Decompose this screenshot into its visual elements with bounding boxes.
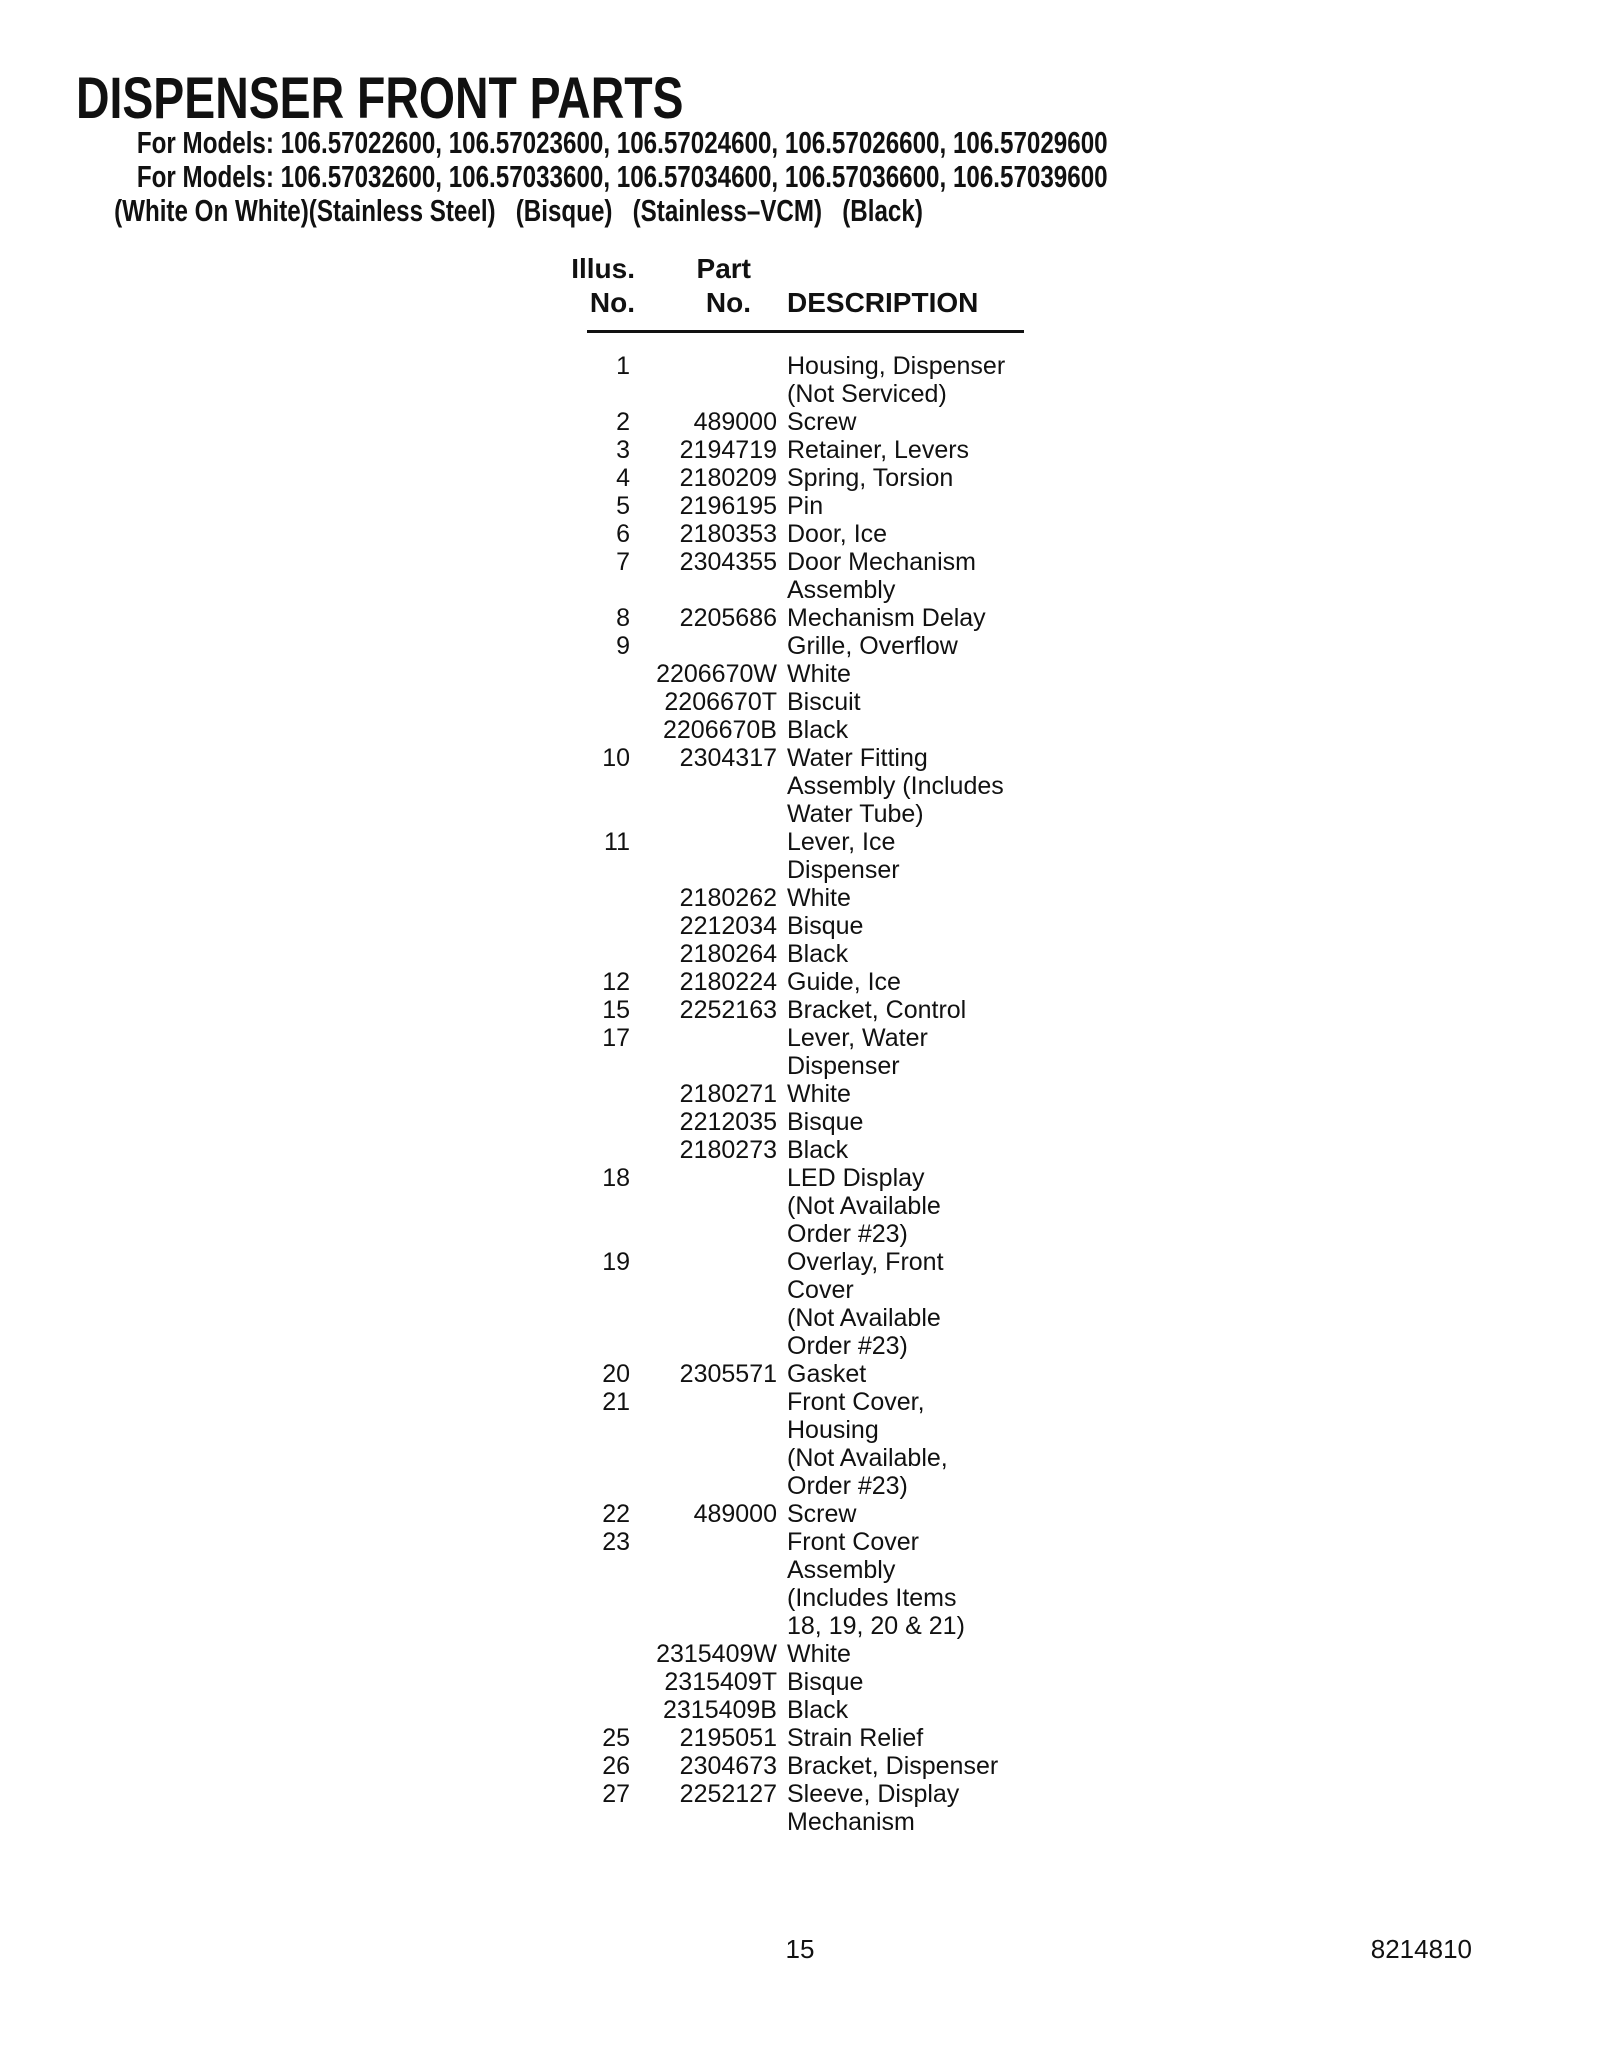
column-gap	[777, 1808, 787, 1836]
column-gap	[777, 1416, 787, 1444]
table-row	[540, 1108, 1180, 1136]
table-row	[540, 1080, 1180, 1108]
part-no-cell	[635, 1192, 777, 1220]
part-no-cell	[635, 856, 777, 884]
part-no-cell	[635, 1276, 777, 1304]
illus-no-cell: 25	[602, 1724, 630, 1752]
illus-no-cell: 26	[602, 1752, 630, 1780]
part-no-cell	[635, 1584, 777, 1612]
column-gap	[777, 548, 787, 576]
illus-no-cell: 12	[602, 968, 630, 996]
table-row	[540, 548, 1180, 576]
table-row	[540, 1780, 1180, 1808]
part-no-cell: 2315409B	[662, 1696, 777, 1724]
table-row	[540, 604, 1180, 632]
description-cell: Screw	[787, 408, 857, 436]
column-gap	[777, 492, 787, 520]
column-gap	[777, 1696, 787, 1724]
part-no-cell: 489000	[693, 408, 777, 436]
part-no-cell	[635, 1220, 777, 1248]
description-cell: Cover	[787, 1276, 854, 1304]
description-cell: Pin	[787, 492, 824, 520]
description-cell: Door Mechanism	[787, 548, 976, 576]
column-gap	[777, 716, 787, 744]
part-no-cell: 2196195	[679, 492, 777, 520]
column-gap	[777, 632, 787, 660]
illus-no-cell	[540, 1444, 635, 1472]
illus-no-cell	[540, 1612, 635, 1640]
illus-no-cell	[540, 1108, 635, 1136]
description-cell: (Not Available	[787, 1192, 941, 1220]
column-gap	[777, 744, 787, 772]
description-cell: LED Display	[787, 1164, 925, 1192]
part-no-cell: 2305571	[679, 1360, 777, 1388]
illus-no-cell	[540, 1136, 635, 1164]
part-no-cell: 2180264	[679, 940, 777, 968]
column-gap	[777, 1304, 787, 1332]
table-row	[540, 1556, 1180, 1584]
illus-no-cell: 23	[602, 1528, 630, 1556]
table-row	[540, 968, 1180, 996]
part-no-cell: 2205686	[679, 604, 777, 632]
models-list-line-1: For Models: 106.57022600, 106.57023600, 106.57024600, 106.57026600, 106.57029600	[136, 125, 1108, 160]
table-row	[540, 716, 1180, 744]
part-no-cell: 2252127	[679, 1780, 777, 1808]
description-cell: White	[787, 884, 851, 912]
illus-no-cell	[540, 912, 635, 940]
table-row	[540, 1388, 1180, 1416]
illus-no-cell	[540, 940, 635, 968]
illus-no-cell	[540, 1332, 635, 1360]
illus-no-cell	[540, 884, 635, 912]
illus-no-cell: 8	[616, 604, 630, 632]
part-no-header-bottom: No.	[705, 287, 751, 318]
table-row	[540, 1192, 1180, 1220]
illus-no-cell	[540, 660, 635, 688]
description-cell: White	[787, 1640, 851, 1668]
column-gap	[777, 1276, 787, 1304]
parts-table	[540, 252, 1180, 1836]
illus-no-cell	[540, 716, 635, 744]
illus-no-cell: 11	[604, 828, 630, 856]
column-gap	[777, 884, 787, 912]
column-gap	[777, 912, 787, 940]
table-row	[540, 828, 1180, 856]
column-gap	[777, 968, 787, 996]
column-gap	[777, 800, 787, 828]
description-cell: Order #23)	[787, 1472, 908, 1500]
part-no-cell	[635, 1052, 777, 1080]
description-cell: Mechanism Delay	[787, 604, 986, 632]
illus-no-cell: 19	[602, 1248, 630, 1276]
table-row	[540, 1332, 1180, 1360]
part-no-cell	[635, 1444, 777, 1472]
column-gap	[777, 1108, 787, 1136]
table-row	[540, 1640, 1180, 1668]
column-gap	[777, 1136, 787, 1164]
illus-no-cell: 7	[616, 548, 630, 576]
description-cell: Water Fitting	[787, 744, 928, 772]
description-header: DESCRIPTION	[787, 287, 979, 318]
illus-no-cell	[540, 688, 635, 716]
column-gap	[777, 688, 787, 716]
table-row	[540, 1528, 1180, 1556]
illus-no-cell: 1	[616, 352, 630, 380]
column-gap	[777, 772, 787, 800]
table-row	[540, 772, 1180, 800]
description-cell: Bracket, Control	[787, 996, 967, 1024]
table-row	[540, 492, 1180, 520]
part-no-cell	[635, 1388, 777, 1416]
page-title	[0, 66, 1600, 131]
part-no-cell: 2180273	[679, 1136, 777, 1164]
description-cell: Order #23)	[787, 1220, 908, 1248]
table-row	[540, 1164, 1180, 1192]
description-cell: Overlay, Front	[787, 1248, 944, 1276]
column-gap	[777, 1024, 787, 1052]
part-no-cell	[635, 1808, 777, 1836]
table-row	[540, 856, 1180, 884]
part-no-cell: 2206670W	[656, 660, 777, 688]
column-gap	[777, 660, 787, 688]
description-cell: Retainer, Levers	[787, 436, 970, 464]
part-no-cell: 2304317	[679, 744, 777, 772]
table-row	[540, 632, 1180, 660]
table-header-row-1	[540, 252, 1180, 286]
description-cell: White	[787, 660, 851, 688]
table-row	[540, 1024, 1180, 1052]
column-gap	[777, 856, 787, 884]
column-gap	[777, 1584, 787, 1612]
column-gap	[777, 1164, 787, 1192]
column-gap	[777, 1080, 787, 1108]
description-cell: Biscuit	[787, 688, 861, 716]
illus-no-cell: 5	[616, 492, 630, 520]
illus-no-cell	[540, 1052, 635, 1080]
description-cell: (Not Available,	[787, 1444, 948, 1472]
column-gap	[777, 1556, 787, 1584]
description-cell: Order #23)	[787, 1332, 908, 1360]
part-no-cell: 489000	[693, 1500, 777, 1528]
illus-no-cell	[540, 772, 635, 800]
table-row	[540, 1304, 1180, 1332]
description-cell: 18, 19, 20 & 21)	[787, 1612, 965, 1640]
part-no-cell: 2180271	[679, 1080, 777, 1108]
description-cell: Strain Relief	[787, 1724, 924, 1752]
illus-no-cell	[540, 576, 635, 604]
description-cell: Mechanism	[787, 1808, 915, 1836]
illus-no-cell	[540, 1416, 635, 1444]
table-row	[540, 884, 1180, 912]
description-cell: Lever, Ice	[787, 828, 896, 856]
column-gap	[777, 1332, 787, 1360]
description-cell: Black	[787, 940, 849, 968]
description-cell: Black	[787, 1136, 849, 1164]
part-no-cell	[635, 632, 777, 660]
part-no-cell: 2304673	[679, 1752, 777, 1780]
column-gap	[777, 520, 787, 548]
table-row	[540, 1472, 1180, 1500]
illus-no-cell	[540, 800, 635, 828]
page-title-text: DISPENSER FRONT PARTS	[75, 66, 684, 131]
description-cell: Bisque	[787, 912, 864, 940]
description-cell: Grille, Overflow	[787, 632, 958, 660]
table-row	[540, 1360, 1180, 1388]
part-no-cell: 2180224	[679, 968, 777, 996]
illus-no-cell: 9	[616, 632, 630, 660]
description-cell: Screw	[787, 1500, 857, 1528]
table-row	[540, 436, 1180, 464]
description-cell: Lever, Water	[787, 1024, 928, 1052]
illus-no-cell: 21	[602, 1388, 630, 1416]
description-cell: Dispenser	[787, 1052, 900, 1080]
illus-no-cell: 3	[616, 436, 630, 464]
part-no-cell	[635, 772, 777, 800]
table-row	[540, 1220, 1180, 1248]
illus-no-cell	[540, 1668, 635, 1696]
table-row	[540, 1584, 1180, 1612]
illus-no-cell	[540, 856, 635, 884]
table-row	[540, 1416, 1180, 1444]
table-row	[540, 1276, 1180, 1304]
part-no-cell: 2206670T	[664, 688, 777, 716]
description-cell: Bracket, Dispenser	[787, 1752, 999, 1780]
description-cell: (Includes Items	[787, 1584, 957, 1612]
part-no-cell: 2180262	[679, 884, 777, 912]
column-gap	[777, 1444, 787, 1472]
illus-no-cell	[540, 1584, 635, 1612]
part-no-cell	[635, 800, 777, 828]
column-gap	[777, 436, 787, 464]
description-cell: Sleeve, Display	[787, 1780, 960, 1808]
illus-no-cell	[540, 1192, 635, 1220]
illus-no-cell: 22	[602, 1500, 630, 1528]
description-cell: Water Tube)	[787, 800, 924, 828]
column-gap	[777, 1472, 787, 1500]
part-no-cell: 2304355	[679, 548, 777, 576]
illus-no-cell	[540, 1304, 635, 1332]
table-row	[540, 1724, 1180, 1752]
column-gap	[777, 1248, 787, 1276]
table-row	[540, 1752, 1180, 1780]
parts-table-body	[540, 352, 1180, 1836]
table-row	[540, 1052, 1180, 1080]
description-cell: Front Cover	[787, 1528, 919, 1556]
column-gap	[777, 1752, 787, 1780]
description-cell: Bisque	[787, 1108, 864, 1136]
column-gap	[777, 286, 787, 320]
column-gap	[777, 352, 787, 380]
column-gap	[777, 1780, 787, 1808]
illus-no-cell	[540, 1696, 635, 1724]
part-no-cell	[635, 380, 777, 408]
table-row	[540, 352, 1180, 380]
column-gap	[777, 996, 787, 1024]
part-no-cell	[635, 352, 777, 380]
description-cell: (Not Serviced)	[787, 380, 947, 408]
table-header-row-2	[540, 286, 1180, 320]
column-gap	[777, 940, 787, 968]
column-gap	[777, 1724, 787, 1752]
column-gap	[777, 1528, 787, 1556]
illus-no-cell: 2	[616, 408, 630, 436]
column-gap	[777, 1612, 787, 1640]
illus-no-cell: 6	[616, 520, 630, 548]
part-no-cell	[635, 1472, 777, 1500]
illus-no-cell	[540, 1080, 635, 1108]
description-cell: Housing, Dispenser	[787, 352, 1006, 380]
description-cell: Door, Ice	[787, 520, 888, 548]
part-no-cell: 2206670B	[662, 716, 777, 744]
part-no-cell: 2252163	[679, 996, 777, 1024]
description-cell: Bisque	[787, 1668, 864, 1696]
table-row	[540, 576, 1180, 604]
document-number: 8214810	[1370, 1934, 1472, 1964]
description-cell: (Not Available	[787, 1304, 941, 1332]
table-row	[540, 520, 1180, 548]
table-row	[540, 912, 1180, 940]
table-row	[540, 996, 1180, 1024]
models-list-line-2: For Models: 106.57032600, 106.57033600, 106.57034600, 106.57036600, 106.57039600	[136, 159, 1108, 194]
part-no-cell	[635, 828, 777, 856]
column-gap	[777, 604, 787, 632]
column-gap	[777, 1500, 787, 1528]
illus-no-cell: 10	[602, 744, 630, 772]
table-row	[540, 688, 1180, 716]
part-no-cell: 2212035	[679, 1108, 777, 1136]
table-row	[540, 1500, 1180, 1528]
illus-no-cell	[540, 1640, 635, 1668]
column-gap	[777, 408, 787, 436]
part-no-cell: 2212034	[679, 912, 777, 940]
table-row	[540, 744, 1180, 772]
description-cell: Front Cover,	[787, 1388, 925, 1416]
part-no-header-top: Part	[696, 253, 751, 284]
description-cell: Assembly	[787, 1556, 896, 1584]
table-row	[540, 464, 1180, 492]
part-no-cell	[635, 1416, 777, 1444]
table-row	[540, 1668, 1180, 1696]
illus-no-cell: 15	[602, 996, 630, 1024]
description-cell: Spring, Torsion	[787, 464, 954, 492]
part-no-cell	[635, 1528, 777, 1556]
table-row	[540, 1808, 1180, 1836]
table-row	[540, 380, 1180, 408]
illus-no-cell	[540, 1276, 635, 1304]
illus-no-cell	[540, 1220, 635, 1248]
description-cell: White	[787, 1080, 851, 1108]
illus-no-cell: 20	[602, 1360, 630, 1388]
header-underline-rule	[587, 330, 1024, 333]
illus-no-cell	[540, 1808, 635, 1836]
description-cell: Assembly	[787, 576, 896, 604]
table-row	[540, 1248, 1180, 1276]
illus-no-cell: 27	[602, 1780, 630, 1808]
illus-no-cell: 18	[602, 1164, 630, 1192]
part-no-cell	[635, 1024, 777, 1052]
description-cell: Gasket	[787, 1360, 867, 1388]
column-gap	[777, 1668, 787, 1696]
illus-no-cell	[540, 1556, 635, 1584]
table-row	[540, 1136, 1180, 1164]
part-no-cell	[635, 1556, 777, 1584]
column-gap	[777, 1052, 787, 1080]
table-row	[540, 940, 1180, 968]
part-no-cell: 2315409T	[664, 1668, 777, 1696]
illus-no-cell: 4	[616, 464, 630, 492]
column-gap	[777, 576, 787, 604]
column-gap	[777, 1220, 787, 1248]
part-no-cell: 2180209	[679, 464, 777, 492]
finishes-line: (White On White)(Stainless Steel) (Bisque) (Stainless–VCM) (Black)	[114, 193, 923, 228]
illus-no-cell	[540, 380, 635, 408]
description-cell: Dispenser	[787, 856, 900, 884]
part-no-cell: 2194719	[679, 436, 777, 464]
table-row	[540, 1444, 1180, 1472]
part-no-cell	[635, 1612, 777, 1640]
part-no-cell	[635, 1332, 777, 1360]
column-gap	[777, 828, 787, 856]
description-cell: Black	[787, 716, 849, 744]
column-gap	[777, 1640, 787, 1668]
description-cell: Housing	[787, 1416, 879, 1444]
part-no-cell: 2315409W	[656, 1640, 777, 1668]
part-no-cell	[635, 1164, 777, 1192]
column-gap	[777, 252, 787, 286]
part-no-cell: 2180353	[679, 520, 777, 548]
table-row	[540, 1612, 1180, 1640]
illus-no-header-top: Illus.	[571, 253, 635, 284]
column-gap	[777, 380, 787, 408]
description-cell: Guide, Ice	[787, 968, 901, 996]
part-no-cell	[635, 1248, 777, 1276]
description-header-top	[787, 252, 1180, 286]
table-row	[540, 1696, 1180, 1724]
part-no-cell	[635, 576, 777, 604]
column-gap	[777, 1192, 787, 1220]
column-gap	[777, 1360, 787, 1388]
illus-no-cell	[540, 1472, 635, 1500]
illus-no-header-bottom: No.	[589, 287, 635, 318]
table-row	[540, 800, 1180, 828]
column-gap	[777, 1388, 787, 1416]
column-gap	[777, 464, 787, 492]
description-cell: Assembly (Includes	[787, 772, 1004, 800]
table-row	[540, 408, 1180, 436]
part-no-cell: 2195051	[679, 1724, 777, 1752]
page-number: 15	[785, 1934, 815, 1964]
part-no-cell	[635, 1304, 777, 1332]
description-cell: Black	[787, 1696, 849, 1724]
illus-no-cell: 17	[602, 1024, 630, 1052]
table-row	[540, 660, 1180, 688]
